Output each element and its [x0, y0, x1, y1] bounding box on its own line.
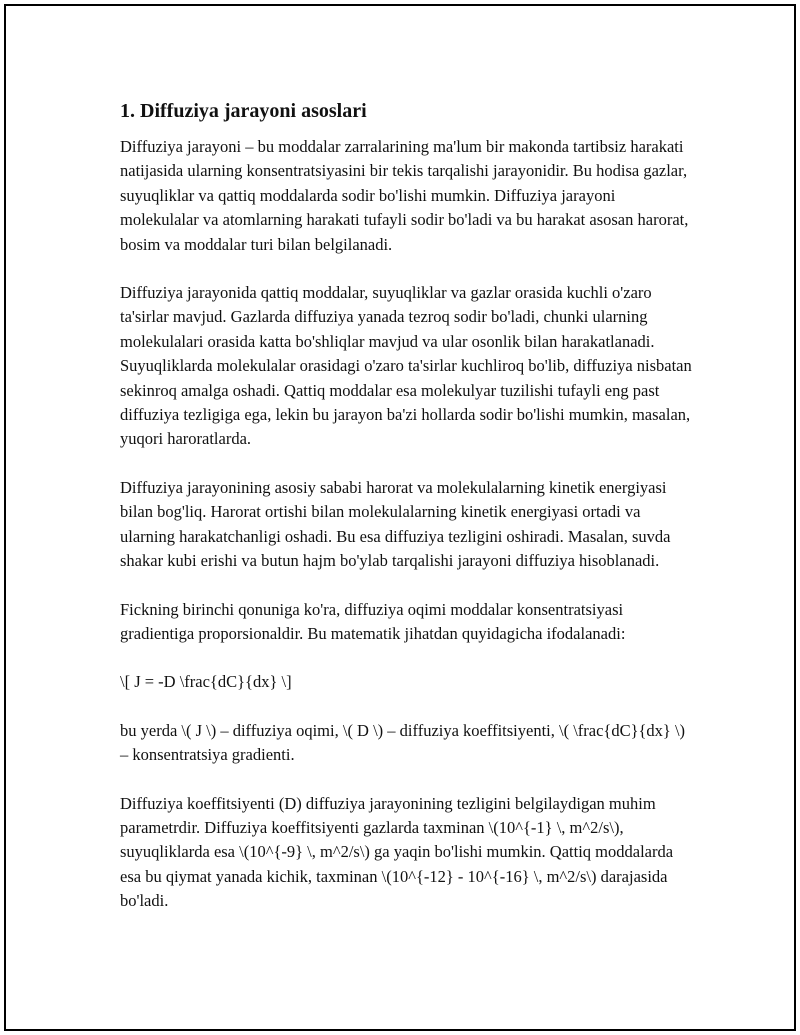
section-heading: 1. Diffuziya jarayoni asoslari	[120, 100, 367, 122]
paragraph-states-of-matter: Diffuziya jarayonida qattiq moddalar, suyuqliklar va gazlar orasida kuchli o'zaro ta'sirlar mavjud. Gazlarda diffuziya yanada tezroq sodir bo'ladi, chunki ularning molekulalari orasida katta bo'shliqlar mavjud va ular osonlik bilan harakatlanadi. Suyuqliklarda molekulalar orasidagi o'zaro ta'sirlar kuchliroq bo'lib, diffuziya nisbatan sekinroq amalga oshadi. Qattiq moddalar esa molekulyar tuzilishi tufayli eng past diffuziya tezligiga ega, lekin bu jarayon ba'zi hollarda sodir bo'lishi mumkin, masalan, yuqori haroratlarda.	[120, 283, 692, 449]
formula-fick: \[ J = -D \frac{dC}{dx} \]	[120, 672, 292, 692]
paragraph-coefficient: Diffuziya koeffitsiyenti (D) diffuziya jarayonining tezligini belgilaydigan muhim parametrdir. Diffuziya koeffitsiyenti gazlarda taxminan \(10^{-1} \, m^2/s\), suyuqliklarda esa \(10^{-9} \, m^2/s\) ga yaqin bo'lishi mumkin. Qattiq moddalarda esa bu qiymat yanada kichik, taxminan \(10^{-12} - 10^{-16} \, m^2/s\) darajasida bo'ladi.	[120, 793, 674, 911]
paragraph-temperature: Diffuziya jarayonining asosiy sababi harorat va molekulalarning kinetik energiyasi bilan bog'liq. Harorat ortishi bilan molekulalarning kinetik energiyasi ortadi va ularning harakatchanligi oshadi. Bu esa diffuziya tezligini oshiradi. Masalan, suvda shakar kubi erishi va butun hajm bo'ylab tarqalishi jarayoni diffuziya hisoblanadi.	[120, 477, 671, 571]
document-body	[120, 97, 692, 914]
paragraph-fick-law: Fickning birinchi qonuniga ko'ra, diffuziya oqimi moddalar konsentratsiyasi gradientiga proporsionaldir. Bu matematik jihatdan quyidagicha ifodalanadi:	[120, 599, 626, 643]
page-frame	[4, 4, 796, 1031]
paragraph-intro: Diffuziya jarayoni – bu moddalar zarralarining ma'lum bir makonda tartibsiz harakati natijasida ularning konsentratsiyasini bir tekis tarqalishi jarayonidir. Bu hodisa gazlar, suyuqliklar va qattiq moddalarda sodir bo'lishi mumkin. Diffuziya jarayoni molekulalar va atomlarning harakati tufayli sodir bo'ladi va bu harakat asosan harorat, bosim va moddalar turi bilan belgilanadi.	[120, 137, 689, 254]
paragraph-formula-legend: bu yerda \( J \) – diffuziya oqimi, \( D \) – diffuziya koeffitsiyenti, \( \frac{dC}{dx} \) – konsentratsiya gradienti.	[120, 720, 686, 765]
